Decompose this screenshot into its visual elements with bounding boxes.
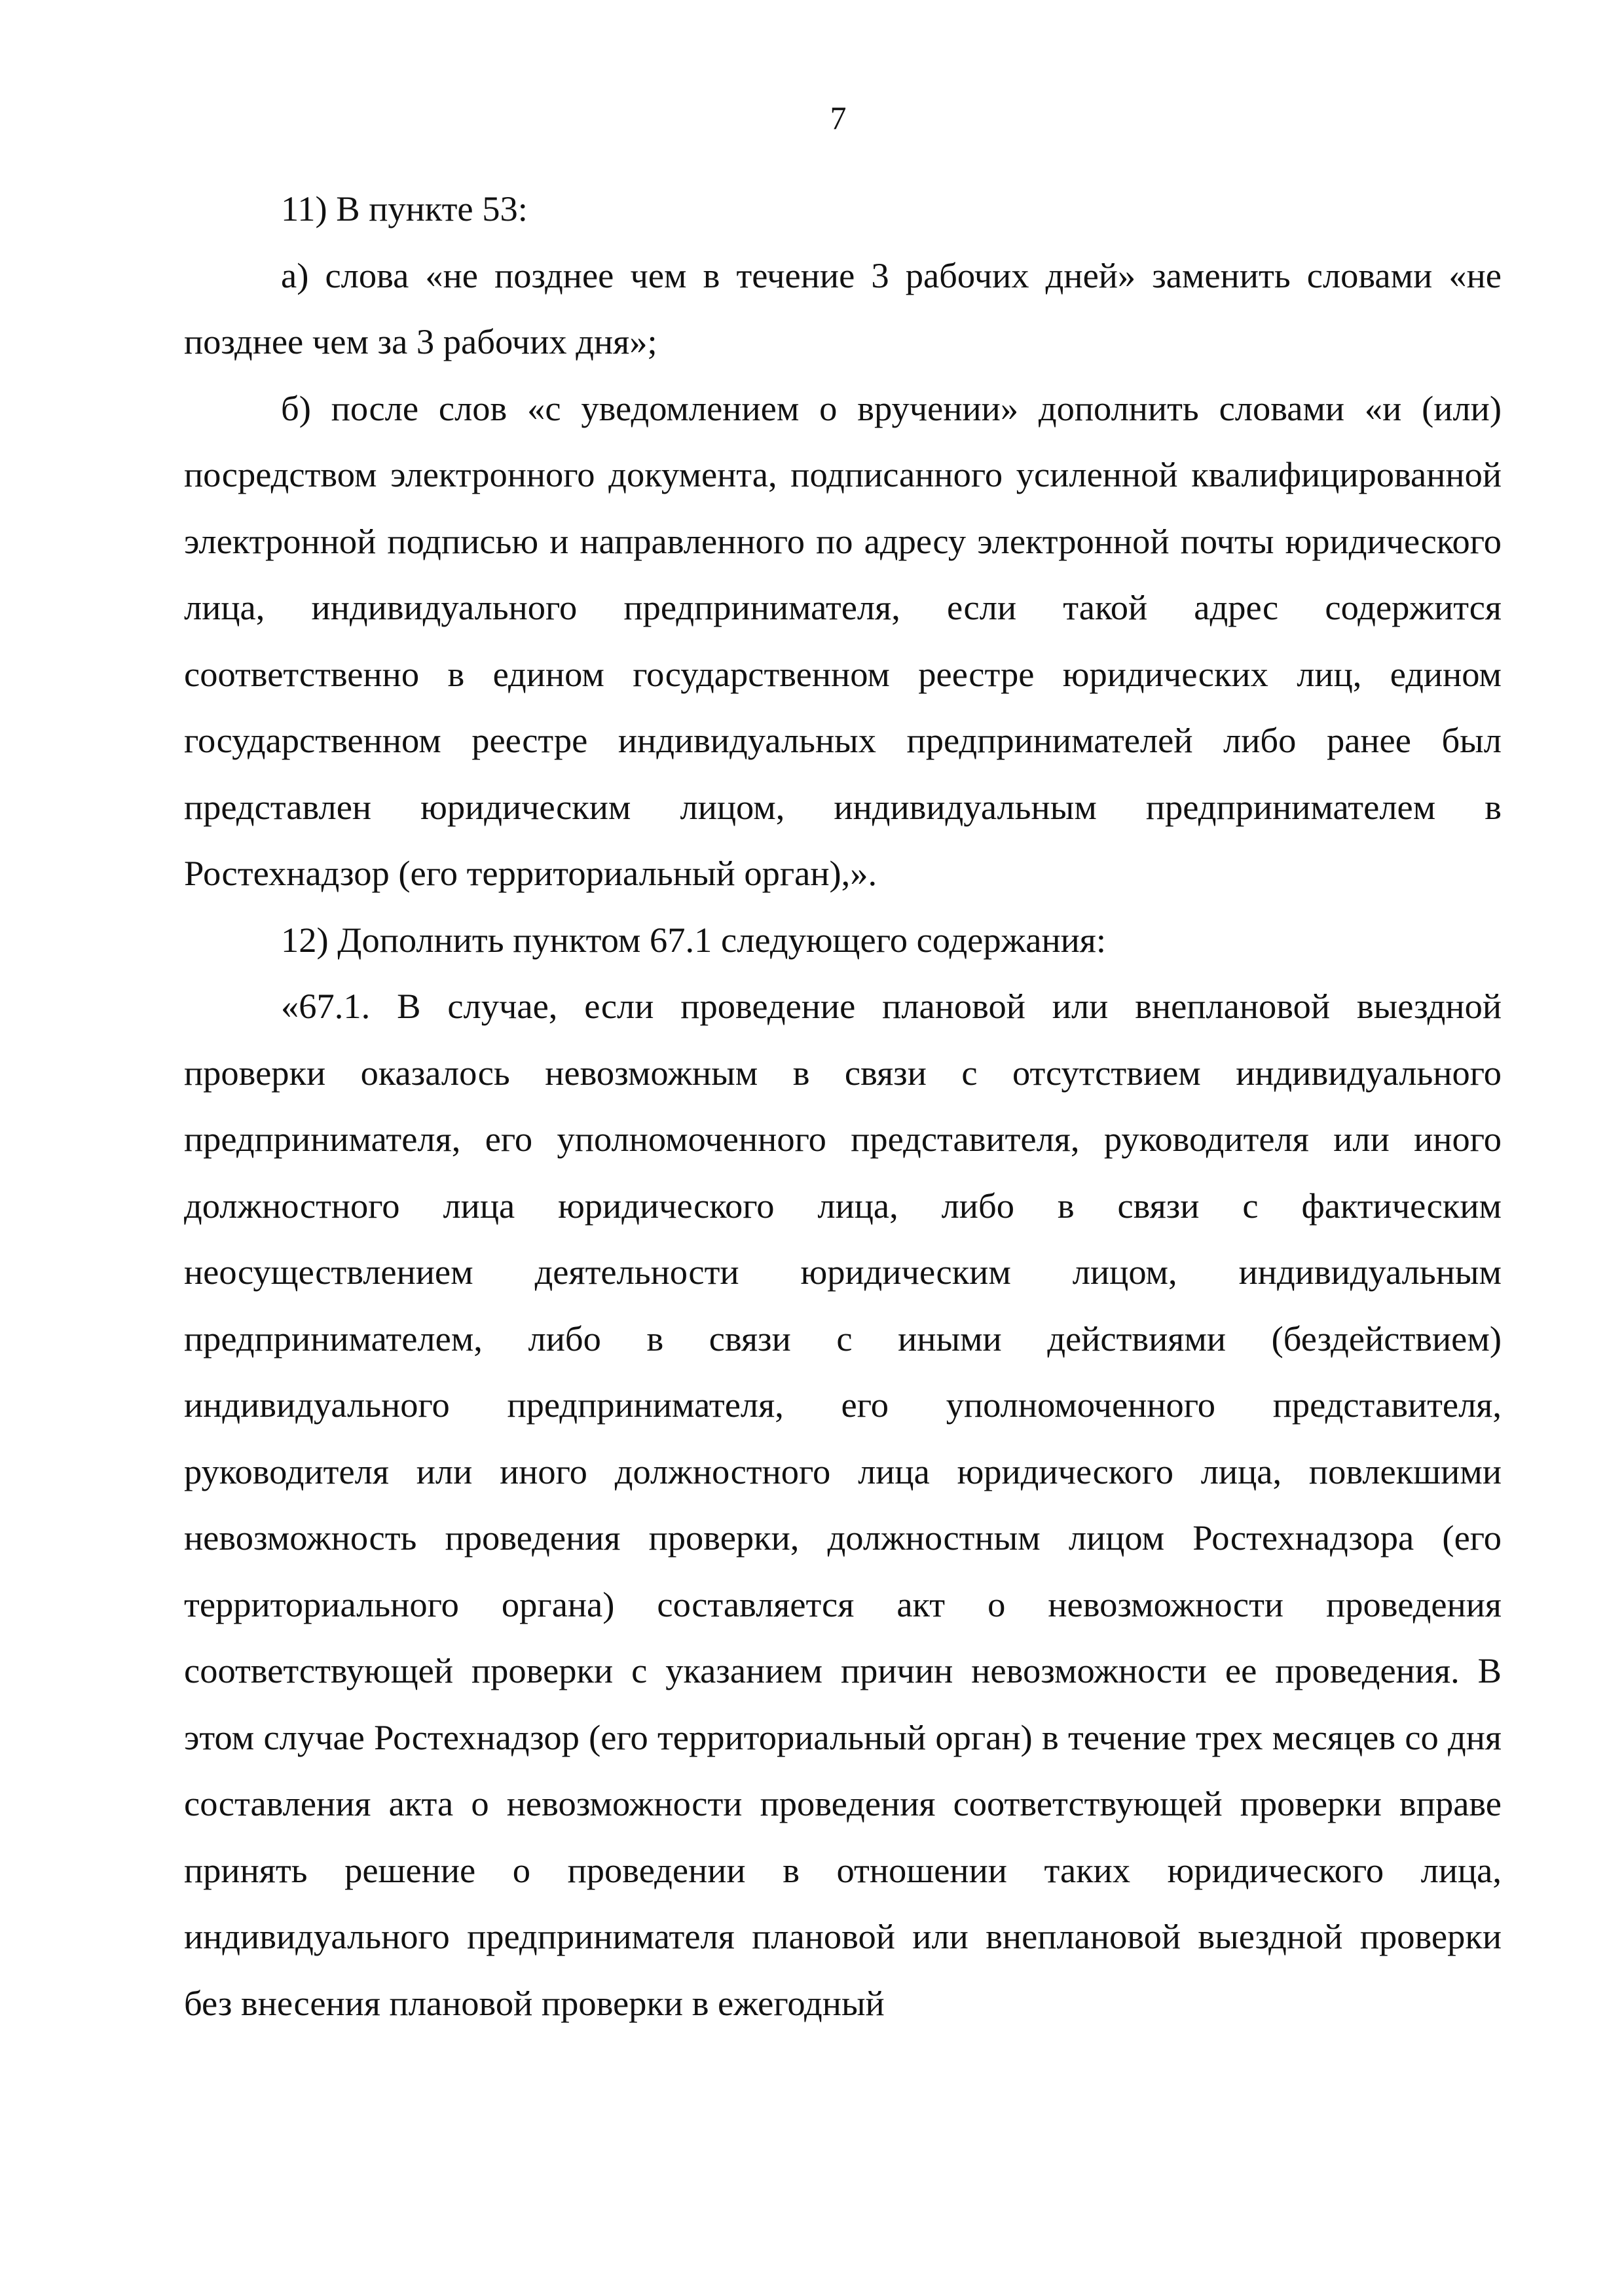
document-body bbox=[184, 175, 1502, 2036]
paragraph-subitem-b: б) после слов «с уведомлением о вручении» дополнить словами «и (или) посредством электронного документа, подписанного усиленной квалифицированной электронной подписью и направленного по адресу электронной почты юридического лица, индивидуального предпринимателя, если такой адрес содержится соответственно в едином государственном реестре юридических лиц, едином государственном реестре индивидуальных предпринимателей либо ранее был представлен юридическим лицом, индивидуальным предпринимателем в Ростехнадзор (его территориальный орган),». bbox=[184, 388, 1502, 893]
paragraph-item-12: 12) Дополнить пунктом 67.1 следующего содержания: bbox=[281, 919, 1106, 960]
paragraph-item-11: 11) В пункте 53: bbox=[281, 189, 528, 228]
paragraph-subitem-a: а) слова «не позднее чем в течение 3 рабочих дней» заменить словами «не позднее чем за 3 рабочих дня»; bbox=[184, 255, 1502, 361]
paragraph-clause-67-1: «67.1. В случае, если проведение плановой или внеплановой выездной проверки оказалось невозможным в связи с отсутствием индивидуального предпринимателя, его уполномоченного представителя, руководителя или иного должностного лица юридического лица, либо в связи с фактическим неосуществлением деятельности юридическим лицом, индивидуальным предпринимателем, либо в связи с иными действиями (бездействием) индивидуального предпринимателя, его уполномоченного представителя, руководителя или иного должностного лица юридического лица, повлекшими невозможность проведения проверки, должностным лицом Ростехнадзора (его территориального органа) составляется акт о невозможности проведения соответствующей проверки с указанием причин невозможности ее проведения. В этом случае Ростехнадзор (его территориальный орган) в течение трех месяцев со дня составления акта о невозможности проведения соответствующей проверки вправе принять решение о проведении в отношении таких юридического лица, индивидуального предпринимателя плановой или внеплановой выездной проверки без внесения плановой проверки в ежегодный bbox=[184, 986, 1502, 2023]
page-number: 7 bbox=[830, 100, 847, 136]
